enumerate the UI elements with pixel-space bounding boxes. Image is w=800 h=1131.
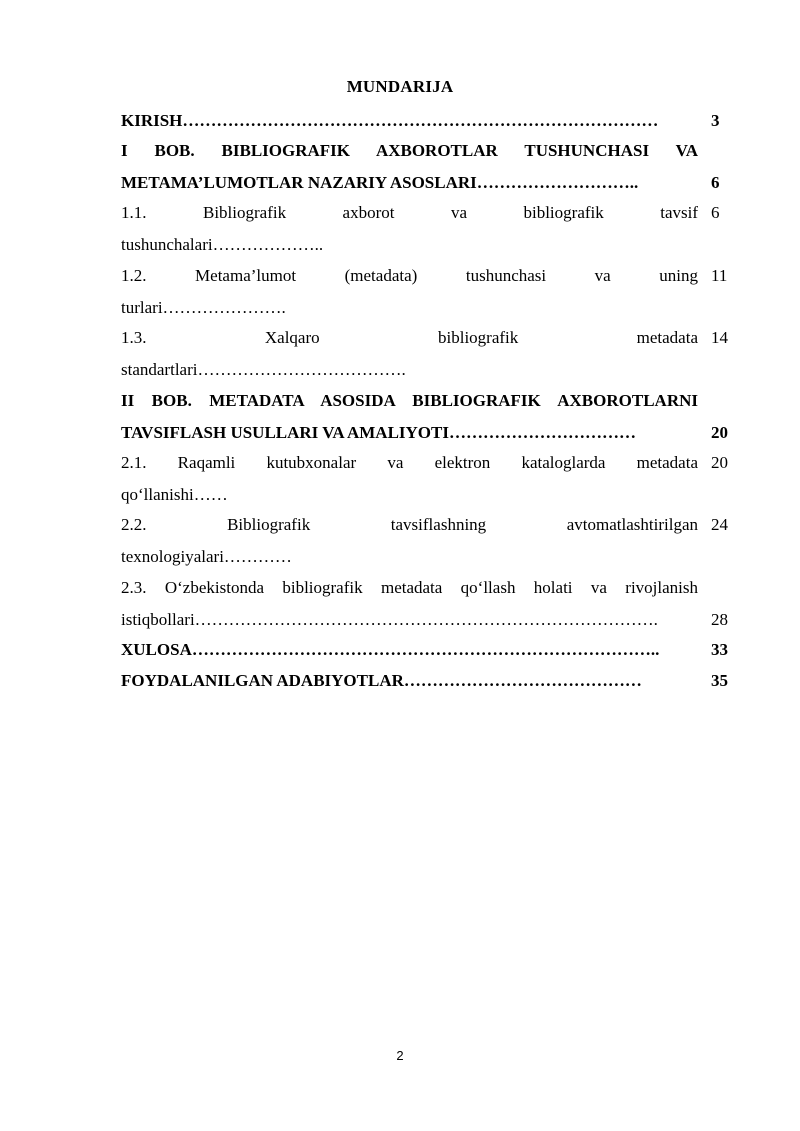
toc-entry-text: KIRISH………………………………………………………………………… (121, 111, 659, 130)
toc-entry-text: 1.2. Metama’lumot (metadata) tushunchasi va uning (121, 266, 698, 285)
toc-entry-page: 3 (711, 111, 720, 130)
toc-entry-1-3 (121, 322, 732, 386)
toc-entry-chapter-1 (121, 135, 732, 199)
toc-entry-text: 2.2. Bibliografik tavsiflashning avtomatlashtirilgan (121, 515, 698, 534)
toc-title: MUNDARIJA (346, 77, 454, 96)
toc-entry-text: II BOB. METADATA ASOSIDA BIBLIOGRAFIK AXBOROTLARNI (121, 391, 698, 410)
toc-entry-kirish (121, 105, 732, 137)
toc-entry-page: 35 (711, 671, 728, 690)
toc-entry-page: 6 (711, 203, 720, 222)
toc-entry-page: 6 (711, 173, 720, 192)
toc-entry-page: 11 (711, 266, 728, 285)
toc-entry-2-2 (121, 509, 732, 573)
toc-entry-page: 24 (711, 515, 728, 534)
toc-entry-2-3 (121, 572, 732, 636)
toc-entry-text: qo‘llanishi…… (121, 485, 228, 504)
toc-entry-page: 28 (711, 610, 728, 629)
toc-entry-page: 20 (711, 423, 728, 442)
toc-entry-text: TAVSIFLASH USULLARI VA AMALIYOTI…………………………… (121, 423, 636, 442)
toc-entry-page: 14 (711, 328, 728, 347)
toc-entry-text: turlari…………………. (121, 298, 286, 317)
toc-entry-text: 2.3. O‘zbekistonda bibliografik metadata qo‘llash holati va rivojlanish (121, 578, 698, 597)
toc-entry-references (121, 665, 732, 697)
toc-entry-text: standartlari………………………………. (121, 360, 406, 379)
toc-entry-1-1 (121, 197, 732, 261)
toc-entry-xulosa (121, 634, 732, 666)
toc-entry-2-1 (121, 447, 732, 511)
toc-entry-text: tushunchalari……………….. (121, 235, 324, 254)
toc-entry-text: 1.1. Bibliografik axborot va bibliografik tavsif (121, 203, 698, 222)
toc-entry-page: 20 (711, 453, 728, 472)
toc-entry-text: texnologiyalari………… (121, 547, 292, 566)
toc-entry-page: 33 (711, 640, 728, 659)
toc-entry-text: METAMA’LUMOTLAR NAZARIY ASOSLARI……………………….. (121, 173, 639, 192)
toc-entry-chapter-2 (121, 385, 732, 449)
toc-entry-text: FOYDALANILGAN ADABIYOTLAR…………………………………… (121, 671, 642, 690)
toc-entry-text: 1.3. Xalqaro bibliografik metadata (121, 328, 698, 347)
toc-entry-1-2 (121, 260, 732, 324)
page-number: 2 (396, 1048, 404, 1063)
toc-entry-text: 2.1. Raqamli kutubxonalar va elektron kataloglarda metadata (121, 453, 698, 472)
toc-entry-text: XULOSA……………………………………………………………………….. (121, 640, 660, 659)
toc-entry-text: I BOB. BIBLIOGRAFIK AXBOROTLAR TUSHUNCHASI VA (121, 141, 698, 160)
toc-entry-text: istiqbollari………………………………………………………………………. (121, 610, 658, 629)
